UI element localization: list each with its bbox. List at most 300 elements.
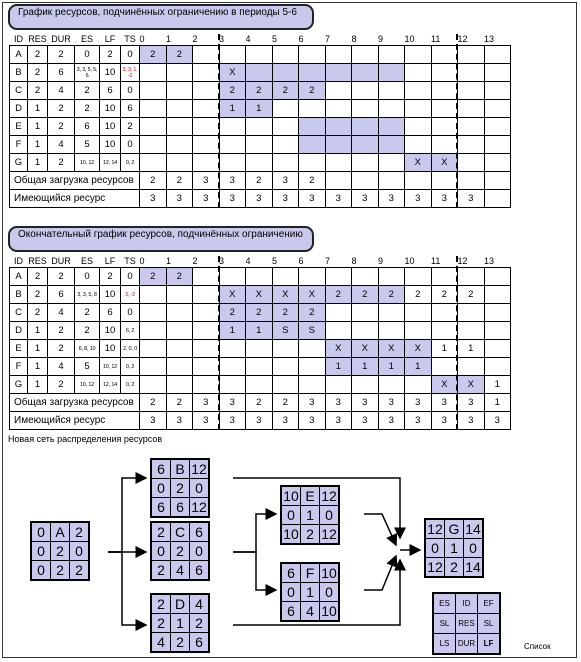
activity-lf: 2 [100,46,121,64]
node-cell: 2 [51,542,69,560]
schedule-cell: X [405,154,432,172]
period-header: 2 [192,33,198,44]
activity-lf: 6 [100,82,121,100]
col-header: DUR [51,255,71,266]
activity-dur: 2 [48,322,75,340]
activity-ts: 0, 2 [121,358,140,376]
load-cell: 2 [140,394,167,412]
activity-id: F [10,358,28,376]
available-cell: 3 [272,190,299,208]
schedule-cell: X [431,376,458,394]
activity-dur: 6 [48,286,75,304]
node-cell: 2 [301,525,319,543]
schedule-cell: X [219,64,246,82]
schedule-cell: S [272,322,299,340]
load-cell: 2 [246,394,273,412]
available-cell: 3 [431,190,458,208]
activity-lf: 6 [100,304,121,322]
activity-es: 10, 12 [75,376,100,394]
load-cell: 3 [431,394,458,412]
node-d [150,593,210,653]
activity-ts: 0 [121,268,140,286]
schedule-cell: 2 [299,304,326,322]
schedule-cell: X [219,286,246,304]
node-cell: 12 [191,499,207,515]
activity-res: 1 [28,154,48,172]
period-header: 7 [325,33,331,44]
node-cell: 12 [427,521,443,537]
schedule-cell: X [405,340,432,358]
load-cell: 2 [166,172,193,190]
node-cell: 6 [282,564,300,582]
load-cell: 2 [299,172,326,190]
node-cell: 1 [445,539,463,557]
legend-cell: EF [478,594,499,613]
load-cell: 2 [272,394,299,412]
schedule-cell: S [299,322,326,340]
node-cell: 0 [190,542,208,560]
node-cell: 2 [171,633,189,651]
activity-ts: 0, 2 [121,154,140,172]
activity-es: 3, 3, 5, 8 [75,286,100,304]
period-header: 6 [298,33,304,44]
node-cell: 4 [301,602,319,620]
schedule-cell: 1 [484,376,511,394]
load-cell: 2 [246,172,273,190]
activity-dur: 2 [48,100,75,118]
activity-ts: 2 [121,118,140,136]
schedule-cell: X [458,376,485,394]
activity-id: G [10,376,28,394]
schedule-cell: 2 [166,268,193,286]
schedule-cell: 2 [246,82,273,100]
node-e [280,485,340,545]
col-header: RES [28,255,47,266]
period-header: 11 [431,255,441,266]
legend-cell: SL [434,614,455,633]
legend-cell: ES [434,594,455,613]
legend-cell: SL [478,614,499,633]
schedule-cell: 2 [140,268,167,286]
load-cell: 3 [378,394,405,412]
node-cell: 0 [70,542,88,560]
legend-cell: LS [434,634,455,653]
arrow-e-g [364,514,396,545]
available-cell: 3 [246,190,273,208]
activity-es: 2 [75,82,100,100]
load-cell: 2 [140,172,167,190]
node-cell: 2 [70,523,88,541]
activity-es: 2 [75,322,100,340]
activity-res: 1 [28,322,48,340]
activity-res: 2 [28,304,48,322]
load-cell: 2 [166,394,193,412]
period-header: 3 [219,255,225,266]
activity-id: A [10,46,28,64]
activity-dur: 4 [48,82,75,100]
activity-lf: 10 [100,136,121,154]
node-cell: 6 [171,498,189,516]
node-cell: 6 [190,523,208,541]
node-cell: 0 [320,506,338,524]
node-cell: 6 [190,633,208,651]
node-cell: 4 [171,561,189,579]
node-cell: 0 [32,561,50,579]
node-cell: 2 [70,561,88,579]
activity-es: 10, 12 [75,154,100,172]
node-cell: 2 [51,561,69,579]
available-cell: 3 [352,412,379,430]
node-cell: 2 [152,523,170,541]
period-header: 4 [245,255,251,266]
period-header: 7 [325,255,331,266]
legend-key [432,592,501,655]
node-cell: 10 [321,565,337,581]
node-cell: 0 [320,583,338,601]
activity-ts: 2, 0, 0 [121,340,140,358]
col-header: TS [124,33,136,44]
node-cell: 12 [427,559,443,575]
schedule-cell: X [378,340,405,358]
available-cell: 3 [140,412,167,430]
col-header: DUR [51,33,71,44]
load-cell: 3 [325,394,352,412]
node-cell: 1 [171,614,189,632]
load-cell: 3 [193,172,220,190]
activity-id: B [10,286,28,304]
node-cell: 6 [152,460,170,478]
node-cell: 10 [283,526,299,542]
period-header: 13 [484,255,495,266]
activity-res: 1 [28,118,48,136]
load-cell: 3 [219,394,246,412]
available-cell: 3 [484,412,511,430]
node-b [150,458,210,518]
period-header: 10 [404,33,415,44]
schedule-cell: 2 [272,304,299,322]
activity-id: G [10,154,28,172]
available-resource-label: Имеющийся ресурс [10,412,140,430]
node-cell: 2 [152,614,170,632]
legend-caption: Список [524,642,551,651]
schedule-cell: X [272,286,299,304]
load-cell: 3 [405,394,432,412]
period-header: 9 [378,33,384,44]
legend-cell: DUR [456,634,477,653]
node-cell: 2 [171,542,189,560]
activity-es: 3, 3, 5, 5, 6 [75,64,100,82]
available-cell: 3 [431,412,458,430]
schedule-cell: 2 [378,286,405,304]
col-header: LF [104,255,116,266]
activity-id: D [10,322,28,340]
activity-es: 6, 8, 10 [75,340,100,358]
period-header: 10 [404,255,415,266]
activity-ts: 0 [121,82,140,100]
col-header: LF [104,33,116,44]
activity-dur: 4 [48,304,75,322]
available-cell: 3 [193,412,220,430]
available-cell: 3 [299,412,326,430]
schedule-cell: 1 [405,358,432,376]
period-header: 12 [457,255,468,266]
activity-es: 5 [75,358,100,376]
activity-es: 2 [75,100,100,118]
schedule-cell: X [325,340,352,358]
activity-res: 1 [28,340,48,358]
period-header: 6 [298,255,304,266]
node-cell: E [301,487,319,505]
schedule-cell: 2 [431,286,458,304]
activity-ts: 6 [121,100,140,118]
top-banner: График ресурсов, подчинённых ограничению в периоды 5-6 [8,4,314,30]
node-cell: 0 [32,542,50,560]
available-cell: 3 [378,412,405,430]
arrow-f-g [364,556,396,590]
node-cell: 4 [190,595,208,613]
activity-res: 2 [28,82,48,100]
schedule-cell: 1 [325,358,352,376]
activity-ts: 6, 2 [121,322,140,340]
arrow-c-f [233,552,276,590]
activity-lf: 10 [100,100,121,118]
activity-ts: 3, -2 [121,286,140,304]
node-cell: 0 [426,539,444,557]
schedule-cell: 2 [325,286,352,304]
activity-id: F [10,136,28,154]
node-cell: 0 [464,539,482,557]
period-header: 0 [139,255,145,266]
period-header: 1 [166,255,172,266]
activity-id: E [10,340,28,358]
period-header: 1 [166,33,172,44]
activity-lf: 10 [100,286,121,304]
activity-es: 2 [75,304,100,322]
node-cell: 2 [190,614,208,632]
node-cell: 0 [282,583,300,601]
col-header: ID [14,255,23,266]
period-header: 9 [378,255,384,266]
activity-dur: 4 [48,136,75,154]
schedule-cell: 2 [458,286,485,304]
available-cell: 3 [166,412,193,430]
activity-lf: 10 [100,322,121,340]
period-header: 8 [351,255,357,266]
period-header: 13 [484,33,495,44]
period-header: 12 [457,33,468,44]
period-header: 2 [192,255,198,266]
activity-lf: 10 [100,64,121,82]
load-cell: 3 [458,394,485,412]
available-cell: 3 [405,190,432,208]
activity-res: 1 [28,100,48,118]
node-cell: C [171,523,189,541]
schedule-cell: 1 [458,340,485,358]
activity-lf: 10 [100,118,121,136]
activity-id: C [10,304,28,322]
col-header: ES [80,33,93,44]
schedule-cell: 2 [272,82,299,100]
activity-dur: 4 [48,358,75,376]
period-header: 8 [351,33,357,44]
activity-ts: 0 [121,46,140,64]
node-cell: 4 [152,633,170,651]
schedule-cell: 1 [378,358,405,376]
period-header: 5 [272,33,278,44]
available-cell: 3 [193,190,220,208]
schedule-cell: 2 [246,304,273,322]
schedule-cell: 2 [405,286,432,304]
activity-lf: 2 [100,268,121,286]
activity-dur: 2 [48,340,75,358]
schedule-cell: 2 [352,286,379,304]
load-cell: 1 [484,394,511,412]
available-cell: 3 [219,412,246,430]
available-cell: 3 [458,190,485,208]
activity-lf: 12, 14 [100,376,121,394]
load-cell: 3 [193,394,220,412]
available-cell: 3 [325,412,352,430]
schedule-cell: 1 [352,358,379,376]
available-cell: 3 [299,190,326,208]
node-cell: 0 [152,542,170,560]
arrow-c-e [233,514,276,552]
node-cell: 0 [32,523,50,541]
schedule-cell: 1 [219,100,246,118]
activity-res: 1 [28,136,48,154]
schedule-cell: 2 [299,82,326,100]
schedule-cell: X [431,154,458,172]
node-cell: 12 [321,526,337,542]
node-a [30,521,90,581]
node-cell: 10 [321,603,337,619]
bottom-banner: Окончательный график ресурсов, подчинённых ограничению [8,226,314,252]
node-cell: 14 [465,521,481,537]
node-cell: 2 [152,595,170,613]
activity-dur: 2 [48,268,75,286]
schedule-cell: X [246,286,273,304]
activity-id: D [10,100,28,118]
activity-lf: 10, 12 [100,358,121,376]
available-cell: 3 [166,190,193,208]
node-cell: 6 [152,498,170,516]
node-cell: 6 [282,602,300,620]
col-header: RES [28,33,47,44]
activity-lf: 12, 14 [100,154,121,172]
available-resource-label: Имеющийся ресурс [10,190,140,208]
node-cell: G [445,520,463,538]
node-cell: 0 [190,479,208,497]
load-cell: 3 [219,172,246,190]
node-cell: 12 [321,488,337,504]
node-cell: 6 [190,561,208,579]
activity-res: 1 [28,376,48,394]
node-cell: 1 [301,583,319,601]
schedule-cell: 2 [140,46,167,64]
node-cell: 2 [171,479,189,497]
node-g [424,518,484,578]
available-cell: 3 [458,412,485,430]
schedule-cell: 1 [246,100,273,118]
node-cell: 0 [152,479,170,497]
available-cell: 3 [219,190,246,208]
col-header: ES [80,255,93,266]
activity-ts: 0 [121,136,140,154]
activity-res: 2 [28,46,48,64]
arrow-a-b [108,478,146,552]
activity-dur: 2 [48,154,75,172]
node-f [280,562,340,622]
node-cell: A [51,523,69,541]
activity-id: C [10,82,28,100]
node-c [150,521,210,581]
available-cell: 3 [140,190,167,208]
period-header: 4 [245,33,251,44]
load-cell: 3 [299,394,326,412]
legend-cell: LF [478,634,499,653]
period-header: 3 [219,33,225,44]
load-cell: 3 [352,394,379,412]
activity-es: 6 [75,118,100,136]
period-header: 0 [139,33,145,44]
schedule-cell: X [352,340,379,358]
load-cell: 3 [272,172,299,190]
activity-dur: 2 [48,376,75,394]
node-cell: F [301,564,319,582]
period-header: 5 [272,255,278,266]
node-cell: 0 [282,506,300,524]
activity-res: 1 [28,358,48,376]
activity-dur: 6 [48,64,75,82]
activity-es: 0 [75,268,100,286]
activity-lf: 10 [100,340,121,358]
available-cell: 3 [352,190,379,208]
node-cell: B [171,460,189,478]
available-cell: 3 [405,412,432,430]
activity-id: E [10,118,28,136]
available-cell: 3 [378,190,405,208]
activity-res: 2 [28,286,48,304]
activity-dur: 2 [48,118,75,136]
schedule-cell: X [299,286,326,304]
activity-es: 0 [75,46,100,64]
schedule-cell: 1 [219,322,246,340]
activity-res: 2 [28,268,48,286]
activity-ts: 0 [121,304,140,322]
activity-ts: 3, 3, 1, -2 [121,64,140,82]
node-cell: 10 [283,488,299,504]
legend-cell: RES [456,614,477,633]
activity-dur: 2 [48,46,75,64]
legend-cell: ID [456,594,477,613]
node-cell: 1 [301,506,319,524]
node-cell: 14 [465,559,481,575]
node-cell: D [171,595,189,613]
schedule-cell: 1 [246,322,273,340]
schedule-cell: 2 [219,82,246,100]
node-cell: 2 [152,561,170,579]
available-cell: 3 [325,190,352,208]
col-header: ID [14,33,23,44]
activity-es: 5 [75,136,100,154]
schedule-cell: 2 [219,304,246,322]
activity-res: 2 [28,64,48,82]
activity-id: A [10,268,28,286]
activity-id: B [10,64,28,82]
activity-ts: 0, 2 [121,376,140,394]
available-cell: 3 [272,412,299,430]
arrow-a-d [108,552,146,625]
